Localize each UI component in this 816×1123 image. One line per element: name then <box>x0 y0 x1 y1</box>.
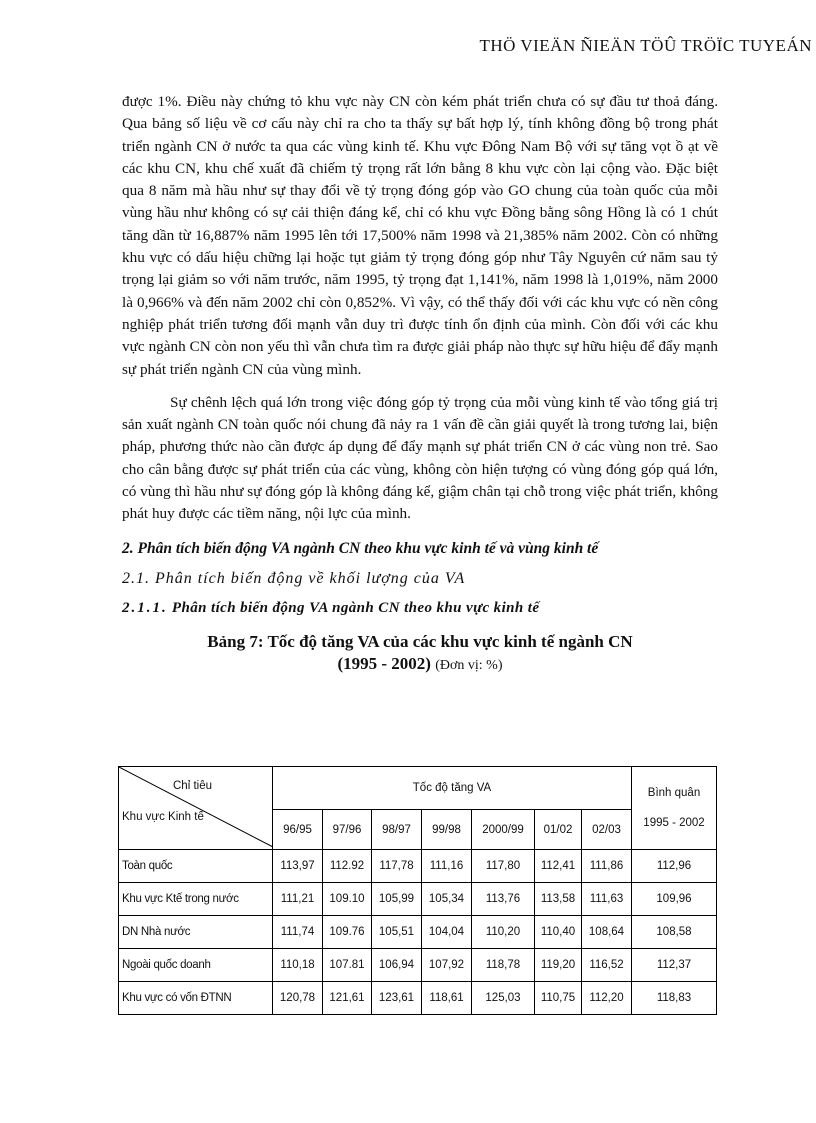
table-cell: 110,40 <box>535 916 582 949</box>
table-cell: 106,94 <box>372 949 422 982</box>
table-cell: 113,58 <box>535 883 582 916</box>
table-cell: 107,92 <box>422 949 472 982</box>
row-label: Ngoài quốc doanh <box>119 949 273 982</box>
avg-header-line-1: Bình quân <box>647 787 701 799</box>
table-cell: 110,18 <box>273 949 323 982</box>
heading-text: Phân tích biến động VA ngành CN theo khu vực kinh tế <box>171 599 540 616</box>
table-corner-header <box>119 767 273 850</box>
section-heading-2-1-1 <box>122 600 718 617</box>
table-cell: 111,16 <box>422 850 472 883</box>
table-row <box>119 949 717 982</box>
table-body <box>119 850 717 1015</box>
table-cell: 109.10 <box>323 883 372 916</box>
row-label: DN Nhà nước <box>119 916 273 949</box>
period-header: 99/98 <box>422 810 472 850</box>
table-row <box>119 850 717 883</box>
period-header: 02/03 <box>582 810 632 850</box>
caption-line-1: Bảng 7: Tốc độ tăng VA của các khu vực kinh tế ngành CN <box>207 631 633 651</box>
avg-cell: 112,37 <box>632 949 717 982</box>
table-cell: 118,78 <box>472 949 535 982</box>
corner-label-bottom: Khu vực Kinh tế <box>122 811 204 823</box>
table-cell: 117,78 <box>372 850 422 883</box>
table-cell: 104,04 <box>422 916 472 949</box>
section-heading-2-1: 2.1. Phân tích biến động về khối lượng của VA <box>122 569 466 587</box>
table-cell: 119,20 <box>535 949 582 982</box>
period-header: 96/95 <box>273 810 323 850</box>
table-cell: 120,78 <box>273 982 323 1015</box>
period-header: 97/96 <box>323 810 372 850</box>
table-cell: 125,03 <box>472 982 535 1015</box>
section-heading-2: 2. Phân tích biến động VA ngành CN theo khu vực kinh tế và vùng kinh tế <box>122 539 599 557</box>
paragraph-1: được 1%. Điều này chứng tỏ khu vực này CN còn kém phát triển chưa có sự đầu tư thoả đáng. Qua bảng số liệu về cơ cấu này chỉ ra cho ta thấy sự bất hợp lý, tính không đồng bộ trong phát triển ngành CN ở nước ta qua các vùng kinh tế. Khu vực Đông Nam Bộ với sự tăng vọt ồ ạt về các khu CN, khu chế xuất đã chiếm tỷ trọng rất lớn bằng 8 khu vực còn lại cộng vào. Đặc biệt qua 8 năm mà hầu như sự thay đổi về tỷ trọng đóng góp vào GO chung của toàn quốc của mỗi vùng hầu như không có sự cải thiện đáng kể, chỉ có khu vực Đồng bằng sông Hồng là có 1 chút tăng dần từ 16,887% năm 1995 lên tới 17,500% năm 1998 và 21,385% năm 2002. Còn có những khu vực có dấu hiệu chững lại hoặc tụt giảm tỷ trọng đóng góp như Tây Nguyên cứ năm sau tỷ trọng lại giảm so với năm trước, năm 1995, tỷ trọng đạt 1,141%, năm 1998 là 1,019%, năm 2000 là 0,966% và đến năm 2002 chỉ còn 0,852%. Vì vậy, có thể thấy đối với các khu vực có nền công nghiệp phát triển tương đối mạnh vẫn duy trì được tính ổn định của mình. Còn đối với các khu vực ngành CN còn non yếu thì vẫn chưa tìm ra được giải pháp nào thực sự hữu hiệu để đẩy mạnh sự phát triển ngành CN của vùng mình. <box>122 93 718 378</box>
caption-unit: (Đơn vị: %) <box>435 657 503 673</box>
table-cell: 113,97 <box>273 850 323 883</box>
table-row <box>119 883 717 916</box>
va-growth-table <box>118 766 717 1015</box>
table-row <box>119 916 717 949</box>
avg-cell: 108,58 <box>632 916 717 949</box>
table-cell: 112,41 <box>535 850 582 883</box>
table-cell: 113,76 <box>472 883 535 916</box>
avg-cell: 109,96 <box>632 883 717 916</box>
caption-line-2 <box>122 653 718 677</box>
document-body <box>122 91 718 677</box>
heading-number: 2.1.1. <box>122 599 168 616</box>
caption-years: (1995 - 2002) <box>337 653 431 673</box>
row-label: Khu vực Ktế trong nước <box>119 883 273 916</box>
corner-diagonal <box>119 767 273 847</box>
table-cell: 117,80 <box>472 850 535 883</box>
table-cell: 105,99 <box>372 883 422 916</box>
period-header: 98/97 <box>372 810 422 850</box>
row-label: Toàn quốc <box>119 850 273 883</box>
table-cell: 111,63 <box>582 883 632 916</box>
page-header: THÖ VIEÄN ÑIEÄN TÖÛ TRÖÏC TUYEÁN <box>479 36 812 55</box>
table-cell: 108,64 <box>582 916 632 949</box>
table-row <box>119 982 717 1015</box>
table-cell: 116,52 <box>582 949 632 982</box>
table-cell: 112,20 <box>582 982 632 1015</box>
table-cell: 112.92 <box>323 850 372 883</box>
avg-header <box>632 767 717 850</box>
paragraph-2: Sự chênh lệch quá lớn trong việc đóng góp tỷ trọng của mỗi vùng kinh tế vào tổng giá trị sản xuất ngành CN toàn quốc nói chung đã nảy ra 1 vấn đề cần giải quyết là trong tương lai, biện pháp, phương thức nào cần được áp dụng để đẩy mạnh sự phát triển CN ở các vùng non trẻ. Sao cho cân bằng được sự phát triển của các vùng, không còn hiện tượng có vùng đóng góp quá lớn, có vùng thì hầu như sự đóng góp là không đáng kể, giậm chân tại chỗ trong việc phát triển, không phát huy được các tiềm năng, nội lực của mình. <box>122 393 718 523</box>
table-cell: 118,61 <box>422 982 472 1015</box>
row-label: Khu vực có vốn ĐTNN <box>119 982 273 1015</box>
table-cell: 107.81 <box>323 949 372 982</box>
group-header: Tốc độ tăng VA <box>273 767 632 810</box>
table-cell: 111,86 <box>582 850 632 883</box>
avg-cell: 118,83 <box>632 982 717 1015</box>
table-cell: 111,74 <box>273 916 323 949</box>
table-cell: 105,34 <box>422 883 472 916</box>
corner-label-top: Chỉ tiêu <box>173 780 212 792</box>
table-cell: 109.76 <box>323 916 372 949</box>
table-caption <box>122 631 718 677</box>
avg-header-line-2: 1995 - 2002 <box>643 817 705 829</box>
table-cell: 123,61 <box>372 982 422 1015</box>
table-cell: 121,61 <box>323 982 372 1015</box>
table-cell: 110,20 <box>472 916 535 949</box>
table-cell: 105,51 <box>372 916 422 949</box>
avg-cell: 112,96 <box>632 850 717 883</box>
period-header: 2000/99 <box>472 810 535 850</box>
table-cell: 111,21 <box>273 883 323 916</box>
period-header: 01/02 <box>535 810 582 850</box>
table-cell: 110,75 <box>535 982 582 1015</box>
